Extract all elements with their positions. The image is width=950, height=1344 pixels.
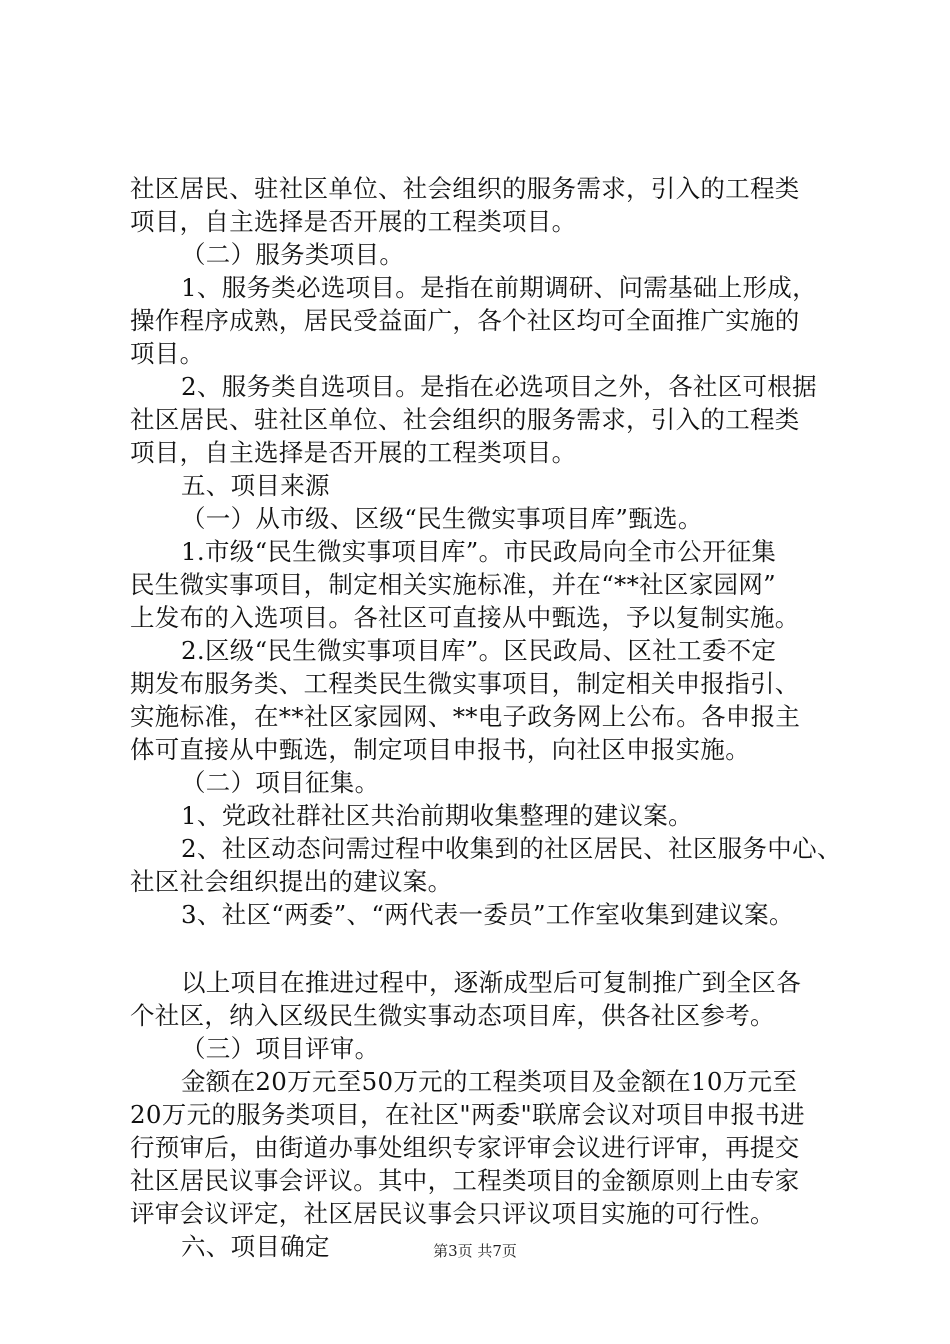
paragraph-line: 1.市级“民生微实事项目库”。市民政局向全市公开征集 (181, 537, 777, 566)
paragraph-line: 操作程序成熟，居民受益面广，各个社区均可全面推广实施的 (130, 306, 800, 335)
paragraph-line: 项目。 (130, 339, 205, 368)
paragraph-line: 实施标准，在**社区家园网、**电子政务网上公布。各申报主 (130, 702, 801, 731)
paragraph-line: 金额在20万元至50万元的工程类项目及金额在10万元至 (181, 1067, 798, 1096)
paragraph-line: 社区居民、驻社区单位、社会组织的服务需求，引入的工程类 (130, 174, 800, 203)
paragraph-line: 体可直接从中甄选，制定项目申报书，向社区申报实施。 (130, 735, 750, 764)
section-heading: （三）项目评审。 (181, 1034, 380, 1063)
section-heading: （一）从市级、区级“民生微实事项目库”甄选。 (181, 504, 703, 533)
section-heading: （二）服务类项目。 (181, 240, 405, 269)
paragraph-line: 项目，自主选择是否开展的工程类项目。 (130, 207, 577, 236)
paragraph-line: 个社区，纳入区级民生微实事动态项目库，供各社区参考。 (130, 1001, 775, 1030)
paragraph-line: 社区居民议事会评议。其中，工程类项目的金额原则上由专家 (130, 1166, 800, 1195)
page-number-footer: 第3页 共7页 (433, 1242, 517, 1260)
paragraph-line: 民生微实事项目，制定相关实施标准，并在“**社区家园网” (130, 570, 776, 599)
paragraph-line: 2.区级“民生微实事项目库”。区民政局、区社工委不定 (181, 636, 777, 665)
section-heading: 六、项目确定 (181, 1232, 330, 1261)
paragraph-line: 评审会议评定，社区居民议事会只评议项目实施的可行性。 (130, 1199, 775, 1228)
paragraph-line: 3、社区“两委”、“两代表一委员”工作室收集到建议案。 (181, 900, 794, 929)
paragraph-line: 行预审后，由街道办事处组织专家评审会议进行评审，再提交 (130, 1133, 800, 1162)
paragraph-line: 以上项目在推进过程中，逐渐成型后可复制推广到全区各 (181, 968, 801, 997)
section-heading: （二）项目征集。 (181, 768, 380, 797)
paragraph-line: 上发布的入选项目。各社区可直接从中甄选，予以复制实施。 (130, 603, 800, 632)
paragraph-line: 1、服务类必选项目。是指在前期调研、问需基础上形成， (181, 273, 817, 302)
paragraph-line: 20万元的服务类项目，在社区"两委"联席会议对项目申报书进 (130, 1100, 805, 1129)
paragraph-line: 2、服务类自选项目。是指在必选项目之外，各社区可根据 (181, 372, 817, 401)
paragraph-line: 1、党政社群社区共治前期收集整理的建议案。 (181, 801, 693, 830)
paragraph-line: 项目，自主选择是否开展的工程类项目。 (130, 438, 577, 467)
paragraph-line: 期发布服务类、工程类民生微实事项目，制定相关申报指引、 (130, 669, 800, 698)
paragraph-line: 社区居民、驻社区单位、社会组织的服务需求，引入的工程类 (130, 405, 800, 434)
paragraph-line: 社区社会组织提出的建议案。 (130, 867, 453, 896)
paragraph-line: 2、社区动态问需过程中收集到的社区居民、社区服务中心、 (181, 834, 842, 863)
section-heading: 五、项目来源 (181, 471, 330, 500)
